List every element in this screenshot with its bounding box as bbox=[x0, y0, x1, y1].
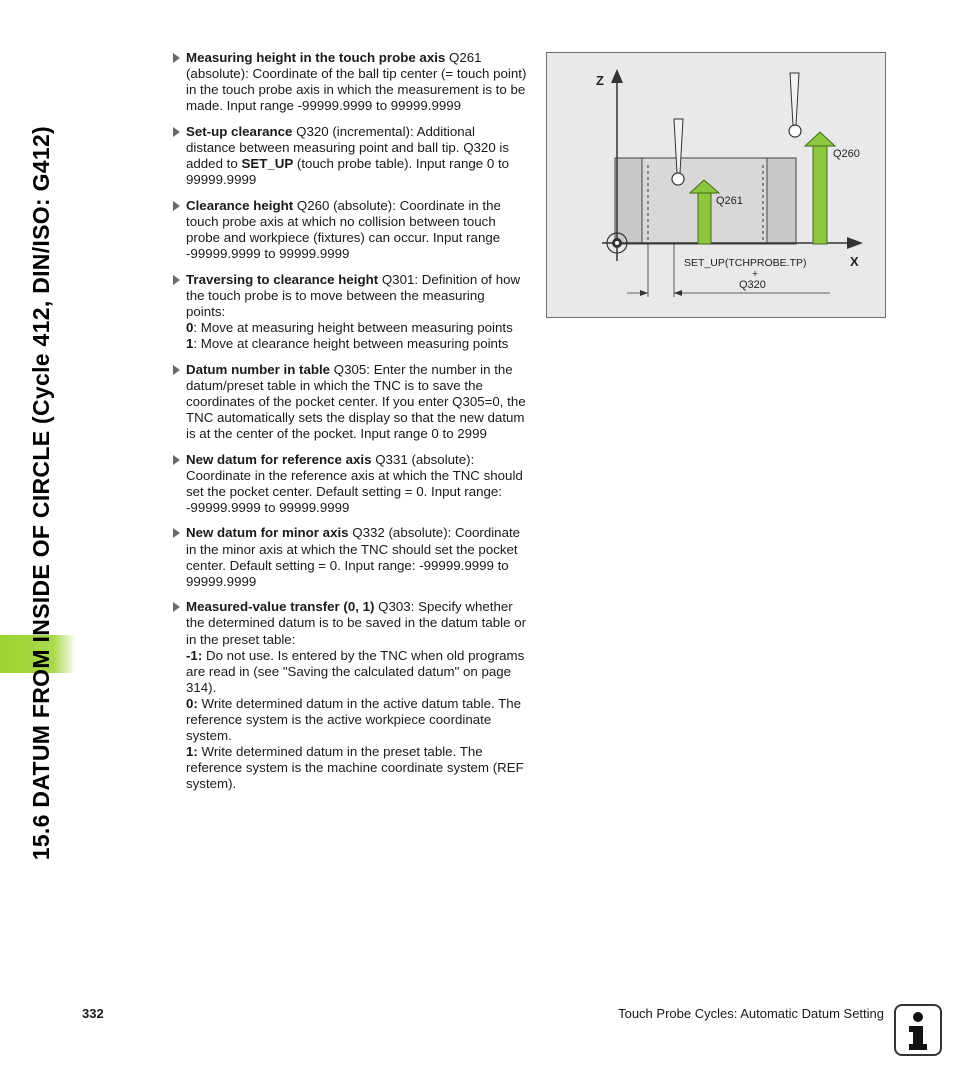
param-name: New datum for reference axis bbox=[186, 451, 372, 467]
bullet-arrow-icon bbox=[173, 53, 180, 63]
touch-probe-diagram bbox=[546, 52, 886, 318]
bullet-arrow-icon bbox=[173, 528, 180, 538]
param-name: Measured-value transfer (0, 1) bbox=[186, 599, 375, 615]
setup-label: SET_UP(TCHPROBE.TP) bbox=[684, 257, 807, 269]
bullet-arrow-icon bbox=[173, 127, 180, 137]
bullet-arrow-icon bbox=[173, 201, 180, 211]
param-name: Clearance height bbox=[186, 197, 294, 213]
x-axis-arrowhead-icon bbox=[847, 237, 863, 249]
page-number: 332 bbox=[82, 1006, 104, 1021]
info-icon bbox=[894, 1004, 942, 1056]
q261-height-arrow bbox=[698, 193, 711, 244]
z-axis-arrowhead-icon bbox=[611, 69, 623, 83]
section-title: 15.6 DATUM FROM INSIDE OF CIRCLE (Cycle 412, DIN/ISO: G412) bbox=[27, 125, 54, 860]
q261-label: Q261 bbox=[716, 195, 743, 207]
diagram-svg bbox=[547, 53, 887, 319]
side-chapter-title bbox=[20, 40, 62, 860]
param-q332: New datum for minor axis Q332 (absolute): Coordinate in the minor axis at which the TNC should set the pocket center. Default setting = 0. Input range: -99999.9999 to 99999.9999 bbox=[171, 525, 527, 589]
param-name: Set-up clearance bbox=[186, 123, 293, 139]
probe-ball-upper-icon bbox=[789, 125, 801, 137]
param-q305: Datum number in table Q305: Enter the number in the datum/preset table in which the TNC is to save the coordinates of the pocket center. If you enter Q305=0, the TNC automatically sets the display so that the new datum is at the center of the pocket. Input range 0 to 2999 bbox=[171, 362, 527, 442]
probe-ball-lower-icon bbox=[672, 173, 684, 185]
param-name: New datum for minor axis bbox=[186, 525, 349, 541]
param-name: Traversing to clearance height bbox=[186, 271, 379, 287]
plus-sign: + bbox=[752, 268, 759, 280]
param-q301: Traversing to clearance height Q301: Definition of how the touch probe is to move between the measuring points: 0: Move at measuring height between measuring points 1: Move at clearance height between measuring points bbox=[171, 272, 527, 352]
touch-probe-stylus-upper-icon bbox=[790, 73, 799, 125]
q260-label: Q260 bbox=[833, 148, 860, 160]
bullet-arrow-icon bbox=[173, 365, 180, 375]
footer-chapter-title: Touch Probe Cycles: Automatic Datum Setting bbox=[618, 1006, 884, 1021]
param-q320: Set-up clearance Q320 (incremental): Additional distance between measuring point and ball tip. Q320 is added to SET_UP (touch probe table). Input range 0 to 99999.9999 bbox=[171, 124, 527, 188]
x-axis-label: X bbox=[850, 254, 859, 269]
z-axis-label: Z bbox=[596, 73, 604, 88]
bullet-arrow-icon bbox=[173, 602, 180, 612]
bullet-arrow-icon bbox=[173, 275, 180, 285]
param-q260: Clearance height Q260 (absolute): Coordinate in the touch probe axis at which no collision between touch probe and workpiece (fixtures) can occur. Input range -99999.9999 to 99999.9999 bbox=[171, 198, 527, 262]
parameter-list bbox=[171, 50, 527, 802]
q260-height-arrow bbox=[813, 146, 827, 244]
param-name: Datum number in table bbox=[186, 361, 331, 377]
param-q303: Measured-value transfer (0, 1) Q303: Specify whether the determined datum is to be saved in the datum table or in the preset table: -1: Do not use. Is entered by the TNC when old programs are read in (see "Saving the calculated datum" on page 314). 0: Write determined datum in the active datum table. The reference system is the active workpiece coordinate system. 1: Write determined datum in the preset table. The reference system is the machine coordinate system (REF system). bbox=[171, 599, 527, 792]
q320-label: Q320 bbox=[739, 279, 766, 291]
param-name: Measuring height in the touch probe axis bbox=[186, 50, 446, 65]
bullet-arrow-icon bbox=[173, 455, 180, 465]
param-q261: Measuring height in the touch probe axis Q261 (absolute): Coordinate of the ball tip center (= touch point) in the touch probe axis in which the measurement is to be made. Input range -99999.9999 to 99999.9999 bbox=[171, 50, 527, 114]
param-q331: New datum for reference axis Q331 (absolute): Coordinate in the reference axis at which the TNC should set the pocket center. Default setting = 0. Input range: -99999.9999 to 99999.9999 bbox=[171, 452, 527, 516]
